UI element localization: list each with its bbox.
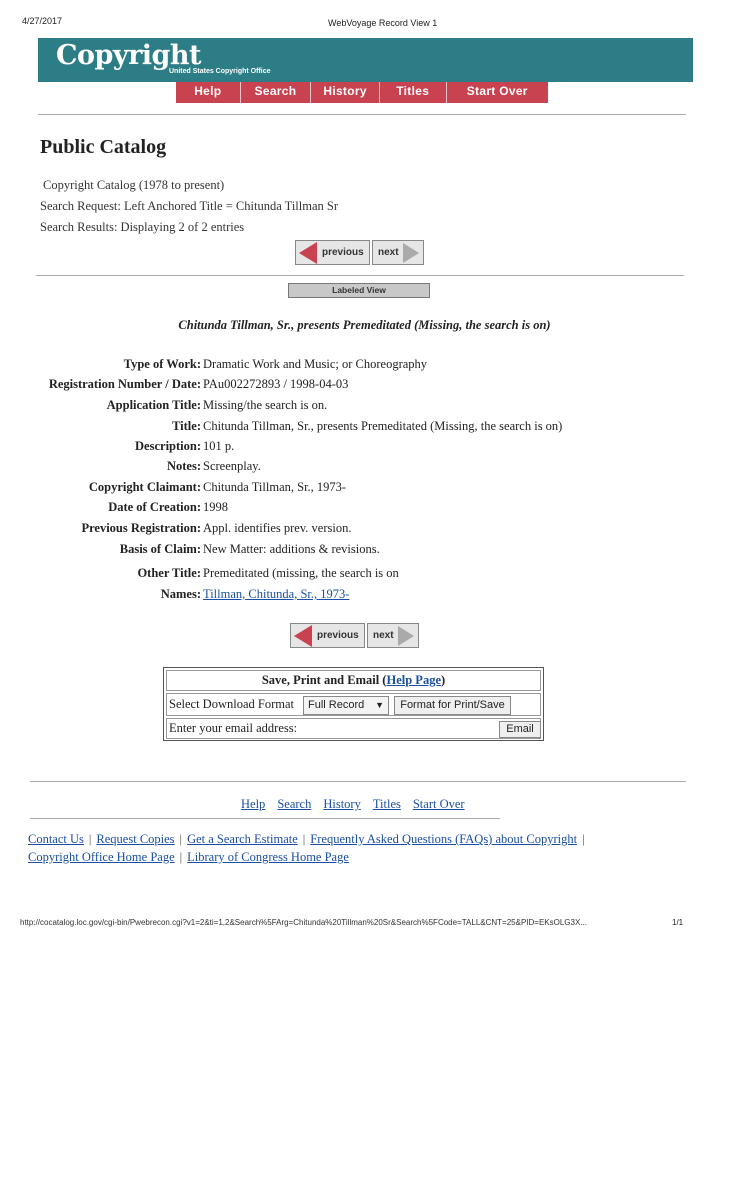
search-results: Search Results: Displaying 2 of 2 entries <box>40 220 245 234</box>
footer-help-link[interactable]: Help <box>241 797 266 811</box>
tab-titles[interactable]: Titles <box>380 82 447 103</box>
field-label: Copyright Claimant: <box>88 480 201 494</box>
field-value: Dramatic Work and Music; or Choreography <box>203 357 428 371</box>
field-label: Names: <box>160 587 201 601</box>
top-nav <box>176 82 548 103</box>
names-link[interactable]: Tillman, Chitunda, Sr., 1973- <box>203 587 350 601</box>
email-button[interactable]: Email <box>499 721 541 738</box>
divider <box>30 818 500 819</box>
print-url: http://cocatalog.loc.gov/cgi-bin/Pwebrecon.cgi?v1=2&ti=1,2&Search%5FArg=Chitunda%20Tillman%20Sr&Search%5FCode=TALL&CNT=25&PID=EKsOLG3X... <box>20 918 587 927</box>
previous-button[interactable] <box>290 623 365 648</box>
next-button[interactable] <box>372 240 424 265</box>
arrow-right-icon <box>398 626 414 646</box>
tab-search[interactable]: Search <box>241 82 312 103</box>
field-label: Title: <box>172 419 201 433</box>
field-value: 1998 <box>203 500 228 514</box>
print-title: WebVoyage Record View 1 <box>328 18 438 28</box>
email-label: Enter your email address: <box>169 721 298 735</box>
arrow-left-icon <box>299 242 317 264</box>
footer-search-link[interactable]: Search <box>277 797 312 811</box>
field-label: Registration Number / Date: <box>48 377 201 391</box>
save-heading-text: Save, Print and Email ( <box>261 673 387 687</box>
field-label: Previous Registration: <box>81 521 201 535</box>
save-box-heading <box>166 670 541 691</box>
format-selected: Full Record <box>308 699 365 711</box>
field-value: PAu002272893 / 1998-04-03 <box>203 377 349 391</box>
field-label: Type of Work: <box>123 357 201 371</box>
tab-history[interactable]: History <box>311 82 380 103</box>
catalog-line: Copyright Catalog (1978 to present) <box>43 178 225 192</box>
footer-history-link[interactable]: History <box>323 797 361 811</box>
field-value: 101 p. <box>203 439 235 453</box>
request-copies-link[interactable]: Request Copies <box>96 832 175 846</box>
next-label: next <box>373 630 394 641</box>
divider <box>38 114 686 115</box>
logo-subtitle: United States Copyright Office <box>169 68 271 75</box>
print-date: 4/27/2017 <box>22 16 63 26</box>
previous-label: previous <box>322 247 364 258</box>
pager-bottom <box>290 623 419 648</box>
footer-start-over-link[interactable]: Start Over <box>412 797 465 811</box>
field-value: Screenplay. <box>203 459 261 473</box>
tab-start-over[interactable]: Start Over <box>466 84 528 98</box>
arrow-right-icon <box>403 243 419 263</box>
pager-top <box>295 240 424 265</box>
separator: | <box>179 850 183 864</box>
divider <box>36 275 684 276</box>
chevron-down-icon: ▼ <box>375 700 384 710</box>
field-value: Missing/the search is on. <box>203 398 328 412</box>
copyright-home-link[interactable]: Copyright Office Home Page <box>28 850 175 864</box>
separator: | <box>582 832 585 846</box>
tab-help[interactable]: Help <box>176 82 241 103</box>
faq-link[interactable]: Frequently Asked Questions (FAQs) about Copyright <box>310 832 578 846</box>
labeled-view-button[interactable]: Labeled View <box>288 283 430 298</box>
field-value: Chitunda Tillman, Sr., 1973- <box>203 480 347 494</box>
field-label: Application Title: <box>106 398 201 412</box>
copyright-logo[interactable]: Copyright <box>56 40 202 71</box>
field-label: Description: <box>135 439 201 453</box>
email-row <box>166 718 541 739</box>
save-heading-end: ) <box>441 673 446 687</box>
search-estimate-link[interactable]: Get a Search Estimate <box>187 832 298 846</box>
loc-home-link[interactable]: Library of Congress Home Page <box>187 850 349 864</box>
next-label: next <box>378 247 399 258</box>
footer-titles-link[interactable]: Titles <box>372 797 401 811</box>
download-row <box>166 693 541 716</box>
download-format-select[interactable] <box>303 696 389 715</box>
field-label: Basis of Claim: <box>119 542 201 556</box>
next-button[interactable] <box>367 623 419 648</box>
separator: | <box>88 832 92 846</box>
save-print-email-box <box>163 667 544 741</box>
copyright-banner <box>38 38 693 82</box>
field-label: Notes: <box>166 459 201 473</box>
format-print-save-button[interactable]: Format for Print/Save <box>394 696 511 715</box>
field-label: Date of Creation: <box>108 500 201 514</box>
download-label: Select Download Format <box>169 697 294 711</box>
field-value: Premeditated (missing, the search is on <box>203 566 399 580</box>
footer-links <box>28 830 668 866</box>
divider <box>30 781 686 782</box>
separator: | <box>179 832 183 846</box>
previous-label: previous <box>317 630 359 641</box>
field-value: Chitunda Tillman, Sr., presents Premeditated (Missing, the search is on) <box>203 419 563 433</box>
search-request: Search Request: Left Anchored Title = Chitunda Tillman Sr <box>40 199 339 213</box>
field-value: New Matter: additions & revisions. <box>203 542 380 556</box>
footer-nav <box>241 795 473 813</box>
separator: | <box>302 832 306 846</box>
record-title: Chitunda Tillman, Sr., presents Premeditated (Missing, the search is on) <box>178 318 551 332</box>
arrow-left-icon <box>294 625 312 647</box>
contact-us-link[interactable]: Contact Us <box>28 832 84 846</box>
field-label: Other Title: <box>137 566 201 580</box>
field-value: Appl. identifies prev. version. <box>203 521 352 535</box>
print-page-number: 1/1 <box>672 918 684 927</box>
help-page-link[interactable]: Help Page <box>386 673 441 687</box>
page-title: Public Catalog <box>40 136 167 158</box>
previous-button[interactable] <box>295 240 370 265</box>
